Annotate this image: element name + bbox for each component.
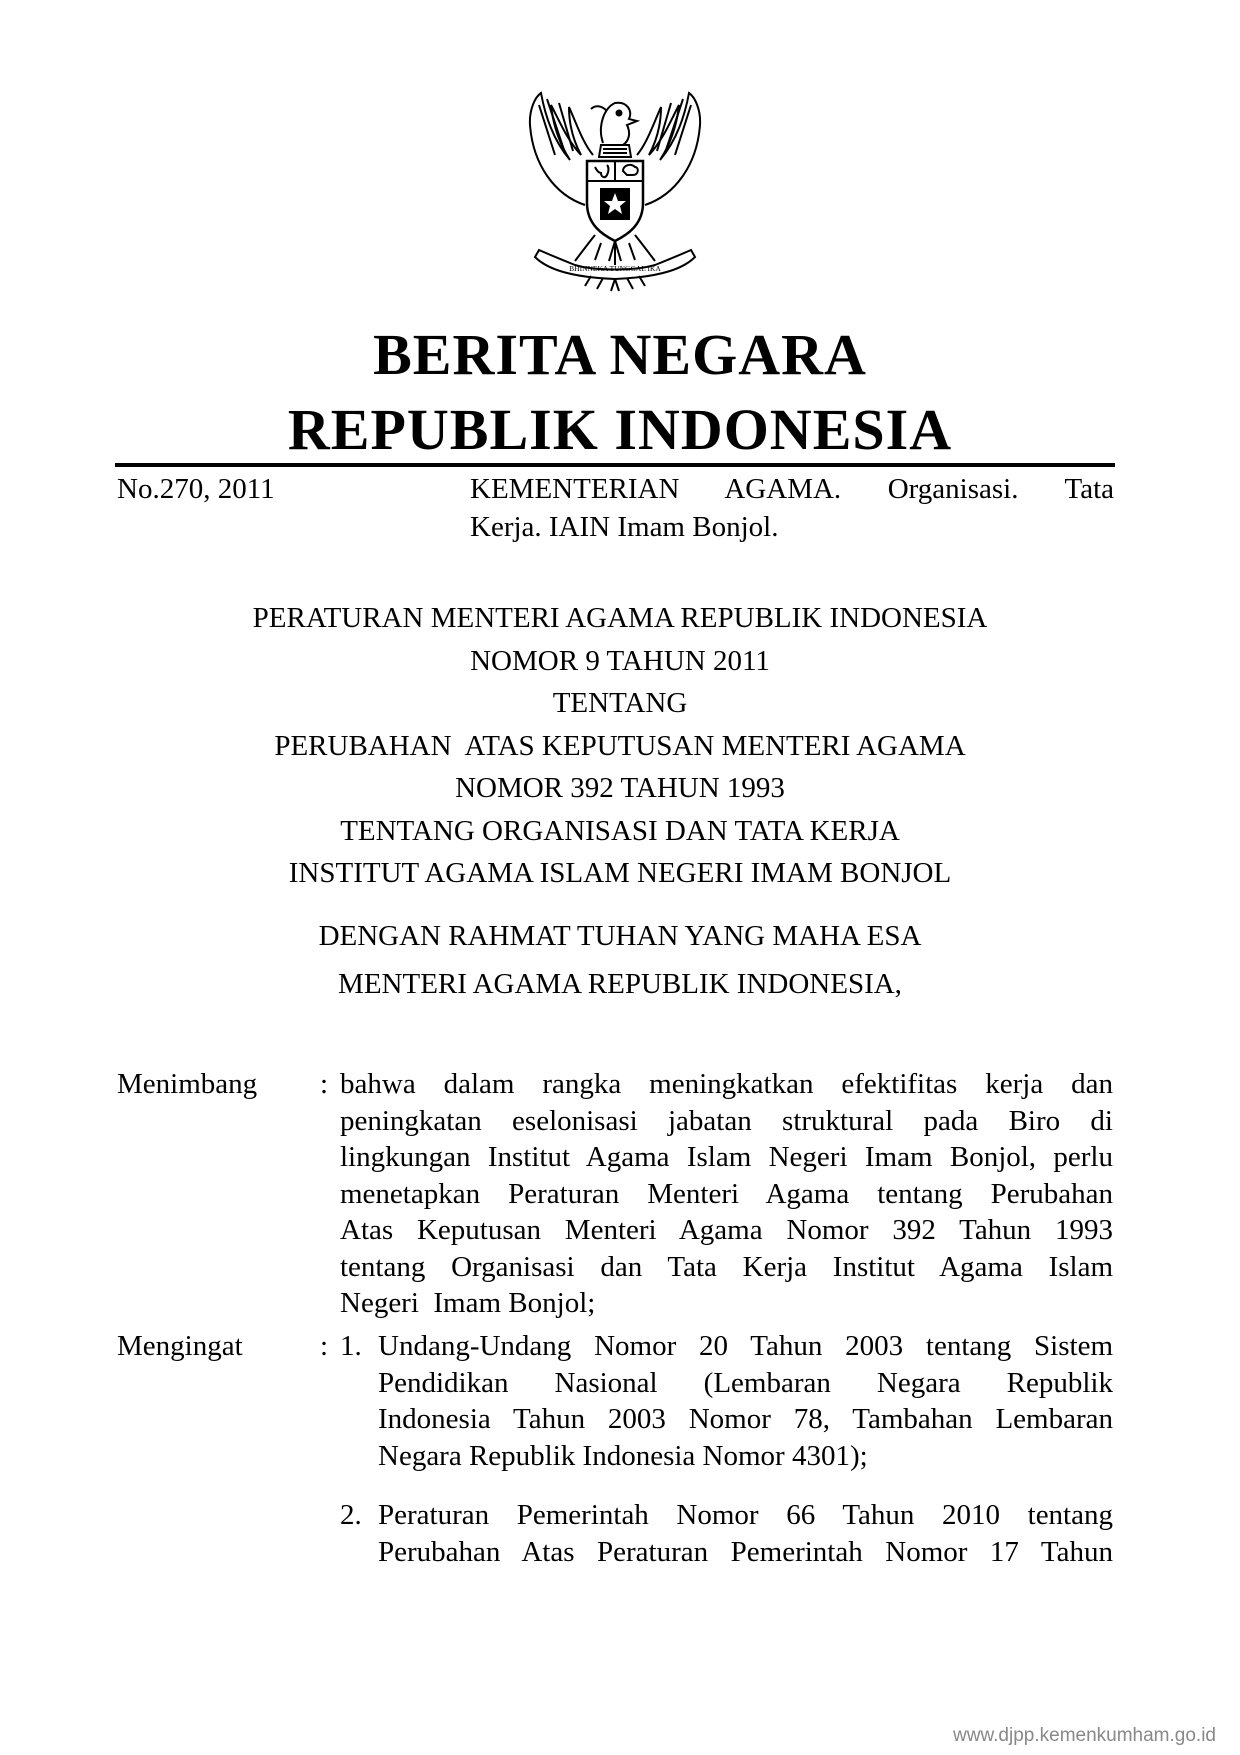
mengingat-item-number: 1.: [340, 1330, 362, 1362]
preamble: [0, 912, 1240, 1008]
mengingat-item-line: Perubahan Atas Peraturan Pemerintah Nomor 17 Tahun: [378, 1535, 1113, 1568]
regulation-heading-line: PERATURAN MENTERI AGAMA REPUBLIK INDONESIA: [252, 602, 988, 634]
menimbang-label: Menimbang: [117, 1068, 258, 1100]
mengingat-item-line: Negara Republik Indonesia Nomor 4301);: [378, 1439, 868, 1472]
emblem-motto-text: BHINNEKA TUNGGAL IKA: [569, 264, 661, 273]
issue-number: No.270, 2011: [117, 473, 275, 505]
mengingat-item-line: Indonesia Tahun 2003 Nomor 78, Tambahan Lembaran: [378, 1403, 1113, 1435]
menimbang-colon: :: [320, 1068, 329, 1100]
mengingat-label: Mengingat: [117, 1330, 243, 1362]
menimbang-line: tentang Organisasi dan Tata Kerja Institut Agama Islam: [340, 1250, 1113, 1283]
garuda-emblem-icon: [515, 85, 715, 295]
header-divider: [115, 463, 1115, 467]
regulation-heading-line: TENTANG: [552, 687, 688, 719]
regulation-heading: [0, 597, 1240, 895]
mengingat-item-number: 2.: [340, 1499, 362, 1531]
regulation-heading-line: TENTANG ORGANISASI DAN TATA KERJA: [340, 814, 900, 847]
regulation-heading-line: PERUBAHAN ATAS KEPUTUSAN MENTERI AGAMA: [274, 729, 966, 762]
preamble-line: MENTERI AGAMA REPUBLIK INDONESIA,: [338, 968, 902, 1000]
menimbang-line: peningkatan eselonisasi jabatan struktural pada Biro di: [340, 1104, 1113, 1137]
menimbang-line: Negeri Imam Bonjol;: [340, 1287, 596, 1319]
issue-topic: [470, 470, 1114, 546]
mengingat-item-line: Peraturan Pemerintah Nomor 66 Tahun 2010 tentang: [378, 1499, 1113, 1531]
regulation-heading-line: NOMOR 392 TAHUN 1993: [455, 772, 785, 804]
preamble-line: DENGAN RAHMAT TUHAN YANG MAHA ESA: [318, 920, 922, 952]
mengingat-colon: :: [320, 1330, 329, 1362]
menimbang-line: Atas Keputusan Menteri Agama Nomor 392 Tahun 1993: [340, 1214, 1113, 1246]
regulation-heading-line: INSTITUT AGAMA ISLAM NEGERI IMAM BONJOL: [288, 857, 952, 889]
source-url: www.djpp.kemenkumham.go.id: [953, 1725, 1216, 1746]
issue-topic-line2: Kerja. IAIN Imam Bonjol.: [470, 511, 779, 543]
mengingat-item-line: Pendidikan Nasional (Lembaran Negara Republik: [378, 1366, 1113, 1399]
mengingat-item-text: [378, 1328, 1113, 1474]
menimbang-line: menetapkan Peraturan Menteri Agama tentang Perubahan: [340, 1177, 1113, 1210]
mengingat-item-line: Undang-Undang Nomor 20 Tahun 2003 tentang Sistem: [378, 1330, 1113, 1362]
issue-topic-line1: KEMENTERIAN AGAMA. Organisasi. Tata: [470, 473, 1114, 505]
newspaper-title-line1: BERITA NEGARA: [373, 322, 867, 387]
newspaper-title-line2: REPUBLIK INDONESIA: [287, 397, 953, 462]
menimbang-line: bahwa dalam rangka meningkatkan efektifitas kerja dan: [340, 1068, 1113, 1100]
menimbang-line: lingkungan Institut Agama Islam Negeri Imam Bonjol, perlu: [340, 1141, 1113, 1173]
regulation-heading-line: NOMOR 9 TAHUN 2011: [470, 644, 770, 677]
menimbang-text: [340, 1066, 1113, 1322]
mengingat-item-text: [378, 1497, 1113, 1570]
